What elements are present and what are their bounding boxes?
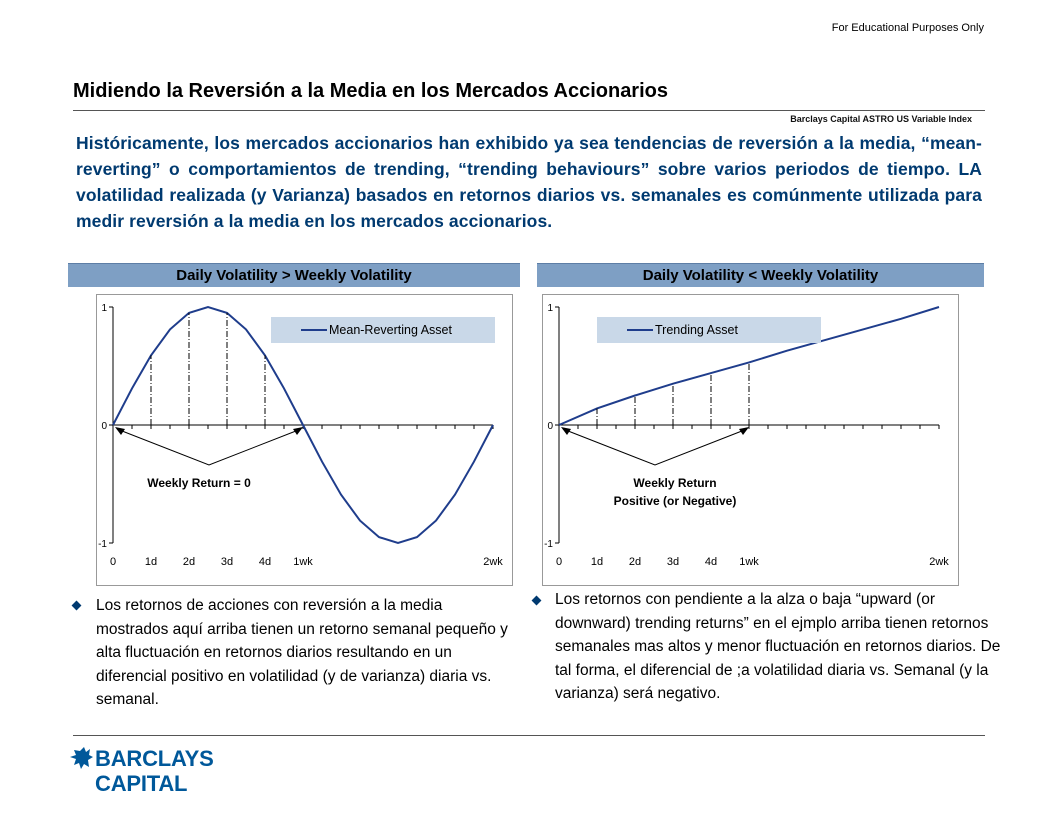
- x-tick-label: 1d: [590, 556, 604, 568]
- right-bullet-text: Los retornos con pendiente a la alza o baja “upward (or downward) trending returns” en el ejmplo arriba tienen retornos semanales mas altos y menor fluctuación en retornos diarios. De tal forma, el diferencial de ;a volatilidad diaria vs. Semanal (y la varianza) será negativo.: [555, 591, 1001, 702]
- logo-line-2: CAPITAL: [95, 771, 188, 796]
- mean-reverting-chart-svg: [97, 295, 512, 585]
- left-bullet-text: Los retornos de acciones con reversión a la media mostrados aquí arriba tienen un retorno semanal pequeño y alta fluctuación en retornos diarios resultando en un diferencial positivo en volatilidad (y de varianza) diaria vs. semanal.: [96, 597, 508, 708]
- x-tick-label: 1wk: [293, 556, 313, 568]
- mean-reverting-chart: [96, 294, 513, 586]
- x-tick-label: 1wk: [739, 556, 759, 568]
- intro-paragraph: Históricamente, los mercados accionarios han exhibido ya sea tendencias de reversión a la media, “mean-reverting” o comportamientos de trending, “trending behaviours” sobre varios periodos de tiempo. LA volatilidad realizada (y Varianza) basados en retornos diarios vs. semanales es comúnmente utilizada para medir reversión a la media en los mercados accionarios.: [76, 133, 982, 231]
- x-tick-label: 3d: [666, 556, 680, 568]
- right-panel-heading: Daily Volatility < Weekly Volatility: [537, 263, 984, 287]
- page-title: Midiendo la Reversión a la Media en los Mercados Accionarios: [73, 80, 668, 102]
- bullet-diamond-icon: [72, 601, 82, 611]
- annotation-text: Weekly Return = 0: [147, 476, 251, 490]
- x-tick-label: 4d: [258, 556, 272, 568]
- legend-label: Trending Asset: [655, 323, 738, 337]
- arrowhead: [293, 427, 303, 435]
- x-tick-label: 2wk: [483, 556, 503, 568]
- title-divider: [73, 110, 985, 111]
- y-tick-label: 1: [547, 303, 553, 314]
- arrowhead: [739, 427, 749, 435]
- y-tick-label: 0: [101, 421, 107, 432]
- left-panel-heading: Daily Volatility > Weekly Volatility: [68, 263, 520, 287]
- logo-line-1: BARCLAYS: [95, 746, 214, 771]
- arrowhead: [115, 427, 125, 435]
- y-tick-label: 0: [547, 421, 553, 432]
- trending-chart-svg: [543, 295, 958, 585]
- disclaimer: For Educational Purposes Only: [831, 22, 984, 34]
- footer-divider: [73, 735, 985, 736]
- annotation-text: Weekly Return: [633, 476, 717, 490]
- annotation-text: Positive (or Negative): [613, 494, 737, 508]
- arrowhead: [561, 427, 571, 435]
- x-tick-label: 3d: [220, 556, 234, 568]
- x-tick-label: 1d: [144, 556, 158, 568]
- x-tick-label: 0: [109, 556, 117, 568]
- x-tick-label: 0: [555, 556, 563, 568]
- x-tick-label: 2d: [182, 556, 196, 568]
- annotation-arrow: [563, 429, 747, 465]
- y-tick-label: -1: [544, 539, 553, 550]
- x-tick-label: 4d: [704, 556, 718, 568]
- x-tick-label: 2wk: [929, 556, 949, 568]
- x-tick-label: 2d: [628, 556, 642, 568]
- barclays-capital-logo: [95, 746, 214, 796]
- bullet-diamond-icon: [532, 596, 542, 606]
- y-tick-label: 1: [101, 303, 107, 314]
- index-label: Barclays Capital ASTRO US Variable Index: [790, 114, 972, 124]
- annotation-arrow: [117, 429, 301, 465]
- legend-label: Mean-Reverting Asset: [329, 323, 452, 337]
- y-tick-label: -1: [98, 539, 107, 550]
- trending-chart: [542, 294, 959, 586]
